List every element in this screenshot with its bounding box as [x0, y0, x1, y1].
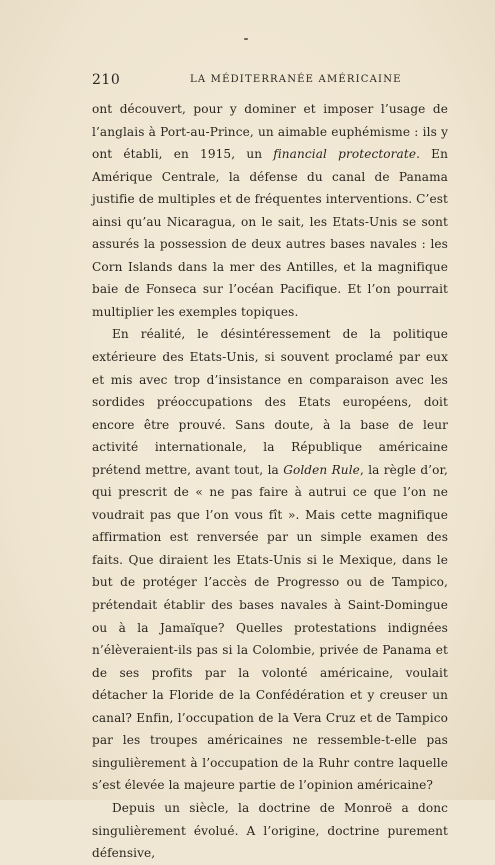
page-number: 210: [92, 72, 121, 88]
paragraph: Depuis un siècle, la doctrine de Monroë a donc singulièrement évolué. A l’origine, doctrine purement défensive,: [92, 800, 448, 861]
paragraph: En réalité, le désintéressement de la politique extérieure des Etats-Unis, si souvent proclamé par eux et mis avec trop d’insistance en comparaison avec les sordides préoccupations des Etats européens, doit encore être prouvé. Sans doute, à la base de leur activité internationale, la République américaine prétend mettre, avant tout, la Golden Rule, la règle d’or, qui prescrit de « ne pas faire à autrui ce que l’on ne voudrait pas que l’on vous fît ». Mais cette magnifique affirmation est renversée par un simple examen des faits. Que diraient les Etats-Unis si le Mexique, dans le but de protéger l’accès de Progresso ou de Tampico, prétendait établir des bases navales à Saint-Domingue ou à la Jamaïque? Quelles protestations indignées n’élèveraient-ils pas si la Colombie, privée de Panama et de ses profits par la volonté américaine, voulait détacher la Floride de la Confédération et y creuser un canal? Enfin, l’occupation de la Vera Cruz et de Tampico par les troupes américaines ne ressemble-t-elle pas singulièrement à l’occupation de la Ruhr contre laquelle s’est élevée la majeure partie de l’opinion américaine?: [92, 327, 448, 793]
body-text: [92, 98, 448, 865]
ink-speck: [244, 38, 248, 40]
running-head: LA MÉDITERRANÉE AMÉRICAINE: [190, 74, 402, 85]
paragraph: ont découvert, pour y dominer et imposer l’usage de l’anglais à Port-au-Prince, un aimable euphémisme : ils y ont établi, en 1915, un financial protectorate. En Amérique Centrale, la défense du canal de Panama justifie de multiples et de fréquentes interventions. C’est ainsi qu’au Nicaragua, on le sait, les Etats-Unis se sont assurés la possession de deux autres bases navales : les Corn Islands dans la mer des Antilles, et la magnifique baie de Fonseca sur l’océan Pacifique. Et l’on pourrait multiplier les exemples topiques.: [92, 102, 448, 319]
italic-phrase: Golden Rule: [283, 462, 360, 477]
italic-phrase: financial protectorate: [273, 147, 417, 162]
page-header: [92, 72, 448, 90]
